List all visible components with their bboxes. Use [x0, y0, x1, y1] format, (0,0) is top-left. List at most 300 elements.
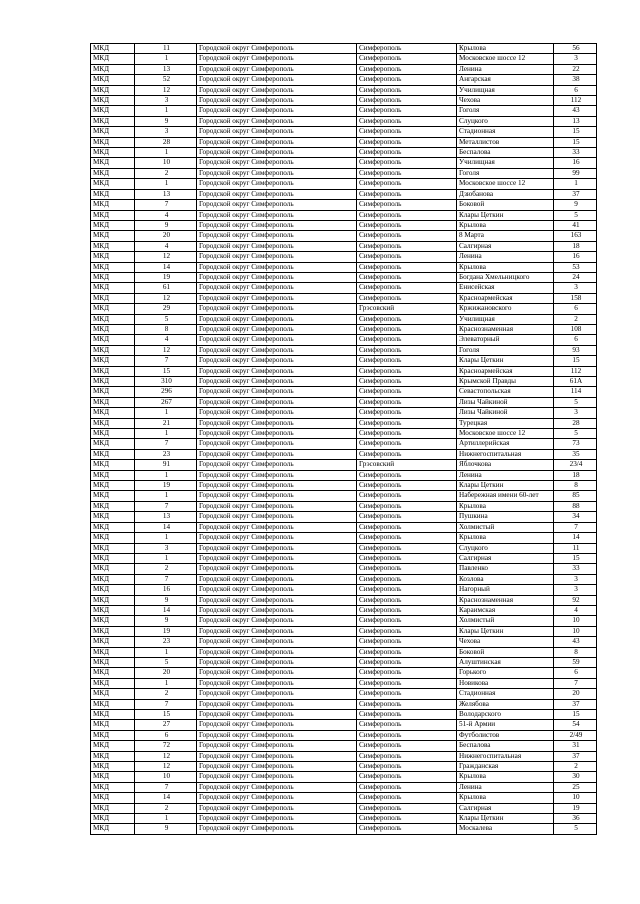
street-cell: Крылова — [457, 220, 554, 230]
district-cell: Городской округ Симферополь — [197, 553, 357, 563]
street-cell: Богдана Хмельницкого — [457, 272, 554, 282]
table-row — [91, 793, 597, 803]
locality-cell: Симферополь — [357, 200, 457, 210]
table-row — [91, 762, 597, 772]
type-cell: МКД — [91, 241, 135, 251]
house-cell: 9 — [554, 200, 597, 210]
house-cell: 36 — [554, 814, 597, 824]
table-row — [91, 751, 597, 761]
district-cell: Городской округ Симферополь — [197, 751, 357, 761]
locality-cell: Симферополь — [357, 668, 457, 678]
number-cell: 2 — [135, 689, 197, 699]
house-cell: 20 — [554, 689, 597, 699]
table-row — [91, 626, 597, 636]
number-cell: 13 — [135, 189, 197, 199]
street-cell: Стадионная — [457, 689, 554, 699]
house-cell: 3 — [554, 283, 597, 293]
table-row — [91, 75, 597, 85]
house-cell: 93 — [554, 345, 597, 355]
locality-cell: Симферополь — [357, 54, 457, 64]
table-row — [91, 293, 597, 303]
locality-cell: Грэсовский — [357, 304, 457, 314]
locality-cell: Симферополь — [357, 616, 457, 626]
street-cell: Металлистов — [457, 137, 554, 147]
district-cell: Городской округ Симферополь — [197, 408, 357, 418]
number-cell: 61 — [135, 283, 197, 293]
street-cell: Кржижановского — [457, 304, 554, 314]
house-cell: 54 — [554, 720, 597, 730]
house-cell: 3 — [554, 54, 597, 64]
house-cell: 88 — [554, 501, 597, 511]
number-cell: 72 — [135, 741, 197, 751]
type-cell: МКД — [91, 314, 135, 324]
table-row — [91, 387, 597, 397]
locality-cell: Симферополь — [357, 377, 457, 387]
type-cell: МКД — [91, 397, 135, 407]
house-cell: 112 — [554, 366, 597, 376]
locality-cell: Симферополь — [357, 564, 457, 574]
locality-cell: Симферополь — [357, 366, 457, 376]
district-cell: Городской округ Симферополь — [197, 730, 357, 740]
street-cell: Нижнегоспитальная — [457, 449, 554, 459]
table-row — [91, 501, 597, 511]
locality-cell: Симферополь — [357, 96, 457, 106]
type-cell: МКД — [91, 231, 135, 241]
locality-cell: Симферополь — [357, 699, 457, 709]
house-cell: 13 — [554, 116, 597, 126]
number-cell: 27 — [135, 720, 197, 730]
district-cell: Городской округ Симферополь — [197, 106, 357, 116]
district-cell: Городской округ Симферополь — [197, 512, 357, 522]
number-cell: 1 — [135, 470, 197, 480]
street-cell: Крылова — [457, 501, 554, 511]
type-cell: МКД — [91, 137, 135, 147]
number-cell: 12 — [135, 293, 197, 303]
table-row — [91, 491, 597, 501]
street-cell: Училищная — [457, 314, 554, 324]
district-cell: Городской округ Симферополь — [197, 148, 357, 158]
number-cell: 3 — [135, 543, 197, 553]
street-cell: Нагорный — [457, 585, 554, 595]
number-cell: 1 — [135, 678, 197, 688]
street-cell: Ленина — [457, 64, 554, 74]
district-cell: Городской округ Симферополь — [197, 189, 357, 199]
house-cell: 16 — [554, 252, 597, 262]
street-cell: Крылова — [457, 44, 554, 54]
district-cell: Городской округ Симферополь — [197, 54, 357, 64]
district-cell: Городской округ Симферополь — [197, 397, 357, 407]
district-cell: Городской округ Симферополь — [197, 429, 357, 439]
street-cell: Беспалова — [457, 148, 554, 158]
type-cell: МКД — [91, 782, 135, 792]
street-cell: Московское шоссе 12 — [457, 179, 554, 189]
type-cell: МКД — [91, 179, 135, 189]
house-cell: 31 — [554, 741, 597, 751]
type-cell: МКД — [91, 595, 135, 605]
type-cell: МКД — [91, 64, 135, 74]
street-cell: Севастопольская — [457, 387, 554, 397]
type-cell: МКД — [91, 54, 135, 64]
number-cell: 20 — [135, 231, 197, 241]
district-cell: Городской округ Симферополь — [197, 377, 357, 387]
table-row — [91, 449, 597, 459]
type-cell: МКД — [91, 75, 135, 85]
district-cell: Городской округ Симферополь — [197, 64, 357, 74]
type-cell: МКД — [91, 637, 135, 647]
type-cell: МКД — [91, 564, 135, 574]
district-cell: Городской округ Симферополь — [197, 75, 357, 85]
number-cell: 12 — [135, 762, 197, 772]
type-cell: МКД — [91, 96, 135, 106]
number-cell: 13 — [135, 512, 197, 522]
locality-cell: Симферополь — [357, 252, 457, 262]
number-cell: 267 — [135, 397, 197, 407]
district-cell: Городской округ Симферополь — [197, 522, 357, 532]
district-cell: Городской округ Симферополь — [197, 814, 357, 824]
number-cell: 11 — [135, 44, 197, 54]
type-cell: МКД — [91, 553, 135, 563]
locality-cell: Симферополь — [357, 262, 457, 272]
street-cell: Караимская — [457, 605, 554, 615]
table-row — [91, 106, 597, 116]
locality-cell: Симферополь — [357, 158, 457, 168]
number-cell: 13 — [135, 64, 197, 74]
locality-cell: Симферополь — [357, 501, 457, 511]
street-cell: Новикова — [457, 678, 554, 688]
table-row — [91, 689, 597, 699]
type-cell: МКД — [91, 647, 135, 657]
number-cell: 5 — [135, 657, 197, 667]
table-row — [91, 512, 597, 522]
type-cell: МКД — [91, 377, 135, 387]
locality-cell: Симферополь — [357, 512, 457, 522]
type-cell: МКД — [91, 252, 135, 262]
district-cell: Городской округ Симферополь — [197, 824, 357, 834]
district-cell: Городской округ Симферополь — [197, 220, 357, 230]
district-cell: Городской округ Симферополь — [197, 449, 357, 459]
locality-cell: Симферополь — [357, 689, 457, 699]
street-cell: Чехова — [457, 96, 554, 106]
type-cell: МКД — [91, 710, 135, 720]
number-cell: 4 — [135, 335, 197, 345]
type-cell: МКД — [91, 793, 135, 803]
locality-cell: Симферополь — [357, 595, 457, 605]
district-cell: Городской округ Симферополь — [197, 689, 357, 699]
table-row — [91, 710, 597, 720]
number-cell: 10 — [135, 772, 197, 782]
street-cell: Краснознаменная — [457, 324, 554, 334]
number-cell: 14 — [135, 793, 197, 803]
table-row — [91, 814, 597, 824]
table-row — [91, 345, 597, 355]
table-row — [91, 678, 597, 688]
street-cell: Крылова — [457, 533, 554, 543]
district-cell: Городской округ Симферополь — [197, 564, 357, 574]
house-cell: 5 — [554, 397, 597, 407]
number-cell: 8 — [135, 324, 197, 334]
house-cell: 7 — [554, 522, 597, 532]
table-row — [91, 657, 597, 667]
street-cell: Клары Цеткин — [457, 481, 554, 491]
locality-cell: Симферополь — [357, 429, 457, 439]
number-cell: 1 — [135, 491, 197, 501]
type-cell: МКД — [91, 85, 135, 95]
type-cell: МКД — [91, 574, 135, 584]
type-cell: МКД — [91, 210, 135, 220]
house-cell: 114 — [554, 387, 597, 397]
district-cell: Городской округ Симферополь — [197, 85, 357, 95]
street-cell: Крылова — [457, 262, 554, 272]
street-cell: Красноармейская — [457, 366, 554, 376]
number-cell: 6 — [135, 730, 197, 740]
locality-cell: Симферополь — [357, 324, 457, 334]
house-cell: 108 — [554, 324, 597, 334]
house-cell: 5 — [554, 824, 597, 834]
number-cell: 16 — [135, 585, 197, 595]
house-cell: 7 — [554, 678, 597, 688]
number-cell: 310 — [135, 377, 197, 387]
house-cell: 38 — [554, 75, 597, 85]
street-cell: Боковой — [457, 647, 554, 657]
table-row — [91, 262, 597, 272]
district-cell: Городской округ Симферополь — [197, 699, 357, 709]
table-row — [91, 377, 597, 387]
district-cell: Городской округ Симферополь — [197, 262, 357, 272]
street-cell: Гоголя — [457, 106, 554, 116]
district-cell: Городской округ Симферополь — [197, 741, 357, 751]
house-cell: 61А — [554, 377, 597, 387]
street-cell: Енисейская — [457, 283, 554, 293]
locality-cell: Симферополь — [357, 293, 457, 303]
house-cell: 22 — [554, 64, 597, 74]
type-cell: МКД — [91, 803, 135, 813]
district-cell: Городской округ Симферополь — [197, 678, 357, 688]
number-cell: 21 — [135, 418, 197, 428]
number-cell: 2 — [135, 168, 197, 178]
number-cell: 1 — [135, 148, 197, 158]
type-cell: МКД — [91, 814, 135, 824]
table-row — [91, 116, 597, 126]
locality-cell: Симферополь — [357, 179, 457, 189]
type-cell: МКД — [91, 730, 135, 740]
district-cell: Городской округ Симферополь — [197, 44, 357, 54]
number-cell: 7 — [135, 699, 197, 709]
locality-cell: Симферополь — [357, 824, 457, 834]
type-cell: МКД — [91, 491, 135, 501]
district-cell: Городской округ Симферополь — [197, 585, 357, 595]
number-cell: 14 — [135, 605, 197, 615]
number-cell: 52 — [135, 75, 197, 85]
district-cell: Городской округ Симферополь — [197, 210, 357, 220]
house-cell: 6 — [554, 335, 597, 345]
district-cell: Городской округ Симферополь — [197, 168, 357, 178]
number-cell: 7 — [135, 782, 197, 792]
type-cell: МКД — [91, 148, 135, 158]
locality-cell: Симферополь — [357, 283, 457, 293]
street-cell: Салгирная — [457, 241, 554, 251]
number-cell: 7 — [135, 439, 197, 449]
house-cell: 56 — [554, 44, 597, 54]
housing-register-table — [90, 43, 597, 835]
street-cell: 51-й Армии — [457, 720, 554, 730]
type-cell: МКД — [91, 522, 135, 532]
locality-cell: Симферополь — [357, 481, 457, 491]
number-cell: 19 — [135, 481, 197, 491]
street-cell: Московское шоссе 12 — [457, 54, 554, 64]
locality-cell: Симферополь — [357, 137, 457, 147]
type-cell: МКД — [91, 429, 135, 439]
type-cell: МКД — [91, 762, 135, 772]
number-cell: 20 — [135, 668, 197, 678]
district-cell: Городской округ Симферополь — [197, 387, 357, 397]
district-cell: Городской округ Симферополь — [197, 543, 357, 553]
street-cell: Московское шоссе 12 — [457, 429, 554, 439]
house-cell: 25 — [554, 782, 597, 792]
house-cell: 16 — [554, 158, 597, 168]
locality-cell: Симферополь — [357, 75, 457, 85]
house-cell: 15 — [554, 710, 597, 720]
table-row — [91, 252, 597, 262]
house-cell: 6 — [554, 668, 597, 678]
house-cell: 92 — [554, 595, 597, 605]
street-cell: Гоголя — [457, 345, 554, 355]
house-cell: 8 — [554, 647, 597, 657]
district-cell: Городской округ Симферополь — [197, 314, 357, 324]
street-cell: Футболистов — [457, 730, 554, 740]
district-cell: Городской округ Симферополь — [197, 179, 357, 189]
number-cell: 12 — [135, 345, 197, 355]
type-cell: МКД — [91, 741, 135, 751]
number-cell: 2 — [135, 803, 197, 813]
number-cell: 5 — [135, 314, 197, 324]
house-cell: 37 — [554, 189, 597, 199]
district-cell: Городской округ Симферополь — [197, 324, 357, 334]
house-cell: 15 — [554, 356, 597, 366]
table-row — [91, 200, 597, 210]
type-cell: МКД — [91, 668, 135, 678]
table-row — [91, 741, 597, 751]
house-cell: 3 — [554, 585, 597, 595]
street-cell: Набережная имени 60-лет — [457, 491, 554, 501]
type-cell: МКД — [91, 366, 135, 376]
number-cell: 9 — [135, 616, 197, 626]
locality-cell: Симферополь — [357, 626, 457, 636]
locality-cell: Симферополь — [357, 647, 457, 657]
district-cell: Городской округ Симферополь — [197, 460, 357, 470]
district-cell: Городской округ Симферополь — [197, 335, 357, 345]
street-cell: Клары Цеткин — [457, 210, 554, 220]
table-row — [91, 179, 597, 189]
table-row — [91, 543, 597, 553]
table-row — [91, 356, 597, 366]
type-cell: МКД — [91, 127, 135, 137]
street-cell: Холмистый — [457, 616, 554, 626]
district-cell: Городской округ Симферополь — [197, 137, 357, 147]
type-cell: МКД — [91, 533, 135, 543]
district-cell: Городской округ Симферополь — [197, 293, 357, 303]
type-cell: МКД — [91, 387, 135, 397]
locality-cell: Симферополь — [357, 356, 457, 366]
locality-cell: Симферополь — [357, 241, 457, 251]
street-cell: Чехова — [457, 637, 554, 647]
table-row — [91, 595, 597, 605]
table-row — [91, 96, 597, 106]
number-cell: 1 — [135, 106, 197, 116]
district-cell: Городской округ Симферополь — [197, 501, 357, 511]
locality-cell: Симферополь — [357, 585, 457, 595]
district-cell: Городской округ Симферополь — [197, 470, 357, 480]
type-cell: МКД — [91, 585, 135, 595]
table-row — [91, 64, 597, 74]
district-cell: Городской округ Симферополь — [197, 418, 357, 428]
type-cell: МКД — [91, 356, 135, 366]
number-cell: 15 — [135, 710, 197, 720]
table-row — [91, 158, 597, 168]
street-cell: Ленина — [457, 782, 554, 792]
locality-cell: Симферополь — [357, 106, 457, 116]
district-cell: Городской округ Симферополь — [197, 283, 357, 293]
street-cell: Москалева — [457, 824, 554, 834]
house-cell: 85 — [554, 491, 597, 501]
locality-cell: Симферополь — [357, 543, 457, 553]
district-cell: Городской округ Симферополь — [197, 720, 357, 730]
house-cell: 6 — [554, 304, 597, 314]
number-cell: 1 — [135, 54, 197, 64]
locality-cell: Симферополь — [357, 85, 457, 95]
type-cell: МКД — [91, 106, 135, 116]
type-cell: МКД — [91, 418, 135, 428]
house-cell: 1 — [554, 179, 597, 189]
street-cell: Ангарская — [457, 75, 554, 85]
table-row — [91, 85, 597, 95]
number-cell: 15 — [135, 366, 197, 376]
district-cell: Городской округ Симферополь — [197, 616, 357, 626]
street-cell: Клары Цеткин — [457, 814, 554, 824]
number-cell: 12 — [135, 85, 197, 95]
street-cell: Гражданская — [457, 762, 554, 772]
district-cell: Городской округ Симферополь — [197, 647, 357, 657]
locality-cell: Симферополь — [357, 335, 457, 345]
locality-cell: Симферополь — [357, 751, 457, 761]
locality-cell: Симферополь — [357, 314, 457, 324]
table-row — [91, 824, 597, 834]
table-row — [91, 772, 597, 782]
type-cell: МКД — [91, 616, 135, 626]
table-row — [91, 272, 597, 282]
number-cell: 9 — [135, 220, 197, 230]
house-cell: 43 — [554, 637, 597, 647]
table-row — [91, 397, 597, 407]
table-row — [91, 439, 597, 449]
street-cell: Салгирная — [457, 803, 554, 813]
street-cell: Салгирная — [457, 553, 554, 563]
district-cell: Городской округ Симферополь — [197, 231, 357, 241]
type-cell: МКД — [91, 345, 135, 355]
type-cell: МКД — [91, 460, 135, 470]
house-cell: 112 — [554, 96, 597, 106]
street-cell: Пушкина — [457, 512, 554, 522]
street-cell: Ленина — [457, 470, 554, 480]
table-row — [91, 231, 597, 241]
street-cell: Стадионная — [457, 127, 554, 137]
street-cell: Ленина — [457, 252, 554, 262]
house-cell: 15 — [554, 553, 597, 563]
street-cell: Павленко — [457, 564, 554, 574]
district-cell: Городской округ Симферополь — [197, 304, 357, 314]
type-cell: МКД — [91, 272, 135, 282]
district-cell: Городской округ Симферополь — [197, 772, 357, 782]
locality-cell: Симферополь — [357, 387, 457, 397]
